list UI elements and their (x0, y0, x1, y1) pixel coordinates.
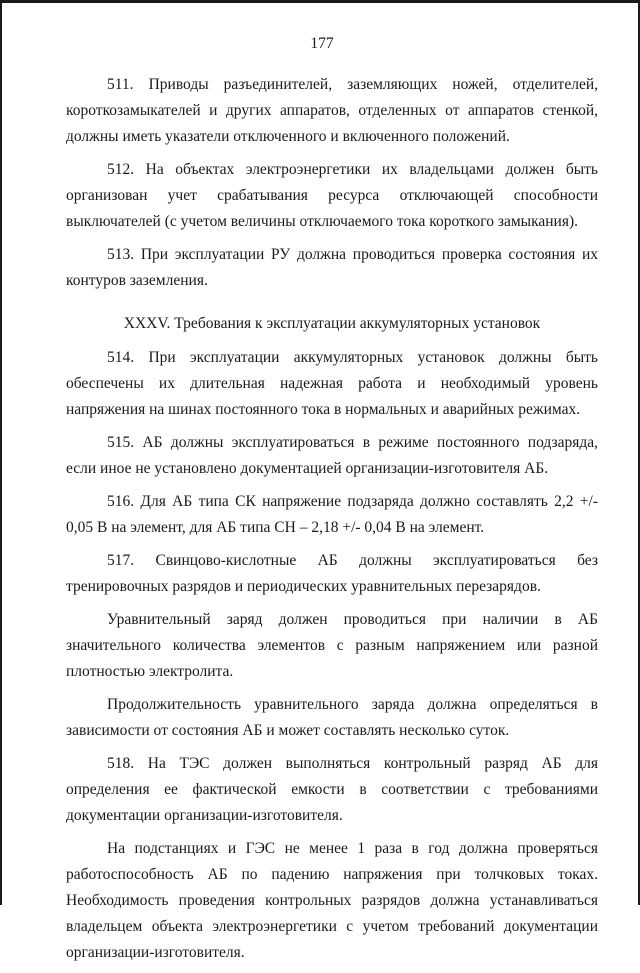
document-body (66, 72, 598, 973)
paragraph-517-duration: Продолжительность уравнительного заряда должна определяться в зависимости от состояния АБ и может составлять несколько суток. (66, 696, 598, 739)
paragraph-511: 511. Приводы разъединителей, заземляющих ножей, отделителей, короткозамыкателей и других аппаратов, отделенных от аппаратов стенкой, должны иметь указатели отключенного и включенного положений. (66, 76, 598, 145)
paragraph-517: 517. Свинцово-кислотные АБ должны эксплуатироваться без тренировочных разрядов и периодических уравнительных перезарядов. (66, 552, 598, 595)
page-number: 177 (310, 35, 334, 52)
paragraph-518-substations: На подстанциях и ГЭС не менее 1 раза в год должна проверяться работоспособность АБ по падению напряжения при толчковых токах. Необходимость проведения контрольных разрядов должна устанавливаться владельцем объекта электроэнергетики с учетом требований документации организации-изготовителя. (66, 840, 598, 961)
paragraph-514: 514. При эксплуатации аккумуляторных установок должны быть обеспечены их длительная надежная работа и необходимый уровень напряжения на шинах постоянного тока в нормальных и аварийных режимах. (66, 349, 598, 418)
paragraph-516: 516. Для АБ типа СК напряжение подзаряда должно составлять 2,2 +/- 0,05 В на элемент, для АБ типа СН – 2,18 +/- 0,04 В на элемент. (66, 493, 598, 536)
section-heading: XXXV. Требования к эксплуатации аккумуляторных установок (123, 315, 541, 332)
paragraph-518: 518. На ТЭС должен выполняться контрольный разряд АБ для определения ее фактической емкости в соответствии с требованиями документации организации-изготовителя. (66, 755, 598, 824)
paragraph-515: 515. АБ должны эксплуатироваться в режиме постоянного подзаряда, если иное не установлено документацией организации-изготовителя АБ. (66, 434, 598, 477)
paragraph-512: 512. На объектах электроэнергетики их владельцами должен быть организован учет срабатывания ресурса отключающей способности выключателей (с учетом величины отключаемого тока короткого замыкания). (66, 161, 598, 230)
paragraph-513: 513. При эксплуатации РУ должна проводиться проверка состояния их контуров заземления. (66, 246, 598, 289)
paragraph-517-equalizing-charge: Уравнительный заряд должен проводиться при наличии в АБ значительного количества элементов с разным напряжением или разной плотностью электролита. (66, 611, 598, 680)
